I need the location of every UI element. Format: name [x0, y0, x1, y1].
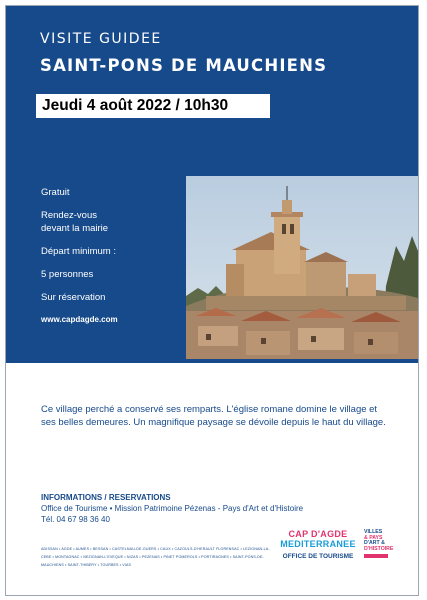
info-booking: Sur réservation [41, 292, 106, 303]
practical-info [41, 186, 116, 304]
page-title: SAINT-PONS DE MAUCHIENS [40, 56, 328, 75]
ville-logo-line2: & PAYS [364, 534, 383, 541]
ville-logo-line1: VILLES [364, 529, 383, 535]
contact-phone[interactable]: Tél. 04 67 98 36 40 [41, 515, 110, 524]
cap-logo-line3: OFFICE DE TOURISME [282, 553, 354, 560]
description-text: Ce village perché a conservé ses remparts. L'église romane domine le village et ses belles demeures. Un magnifique paysage se dévoile depuis le haut du village. [41, 404, 386, 428]
contact-office: Office de Tourisme • Mission Patrimoine Pézenas - Pays d'Art et d'Histoire [41, 504, 304, 513]
info-minimum: Départ minimum : [41, 246, 116, 257]
flyer-page [5, 5, 419, 596]
kicker-text: VISITE GUIDEE [40, 31, 162, 47]
towns-list: ADISSAN • AGDE • AUMES • BESSAN • CASTELNAU-DE-GUERS • CAUX • CAZOULS-D'HERAULT FLORENSAC • LEZIGNAN-LA-CEBE • MONTAGNAC • NEZIGNAN-L'EVEQUE • NIZAS • PEZENAS • PINET POMEROLS • PORTIRAGNES • SAINT-PONS-DE-MAUCHIENS • SAINT-THIBERY • TOURBES • VIAS [41, 547, 270, 567]
cap-logo-line1: CAP D'AGDE [288, 529, 348, 539]
village-photo [186, 176, 418, 359]
info-meeting-2: devant la mairie [41, 223, 109, 234]
ville-logo-line3: D'ART & [364, 540, 385, 547]
cap-logo-line2: MEDITERRANEE [280, 539, 356, 549]
info-persons: 5 personnes [41, 269, 94, 280]
header-banner [6, 6, 418, 363]
info-meeting-1: Rendez-vous [41, 210, 97, 221]
contact-block [41, 492, 303, 525]
ville-logo-bar [364, 554, 388, 558]
contact-heading: INFORMATIONS / RESERVATIONS [41, 493, 171, 502]
event-date: Jeudi 4 août 2022 / 10h30 [36, 94, 270, 118]
website-link[interactable]: www.capdagde.com [41, 315, 118, 324]
cap-agde-logo [279, 529, 357, 569]
info-price: Gratuit [41, 187, 70, 198]
villes-art-histoire-logo [364, 530, 392, 568]
village-illustration [186, 176, 418, 359]
ville-logo-line4: D'HISTOIRE [364, 545, 394, 552]
